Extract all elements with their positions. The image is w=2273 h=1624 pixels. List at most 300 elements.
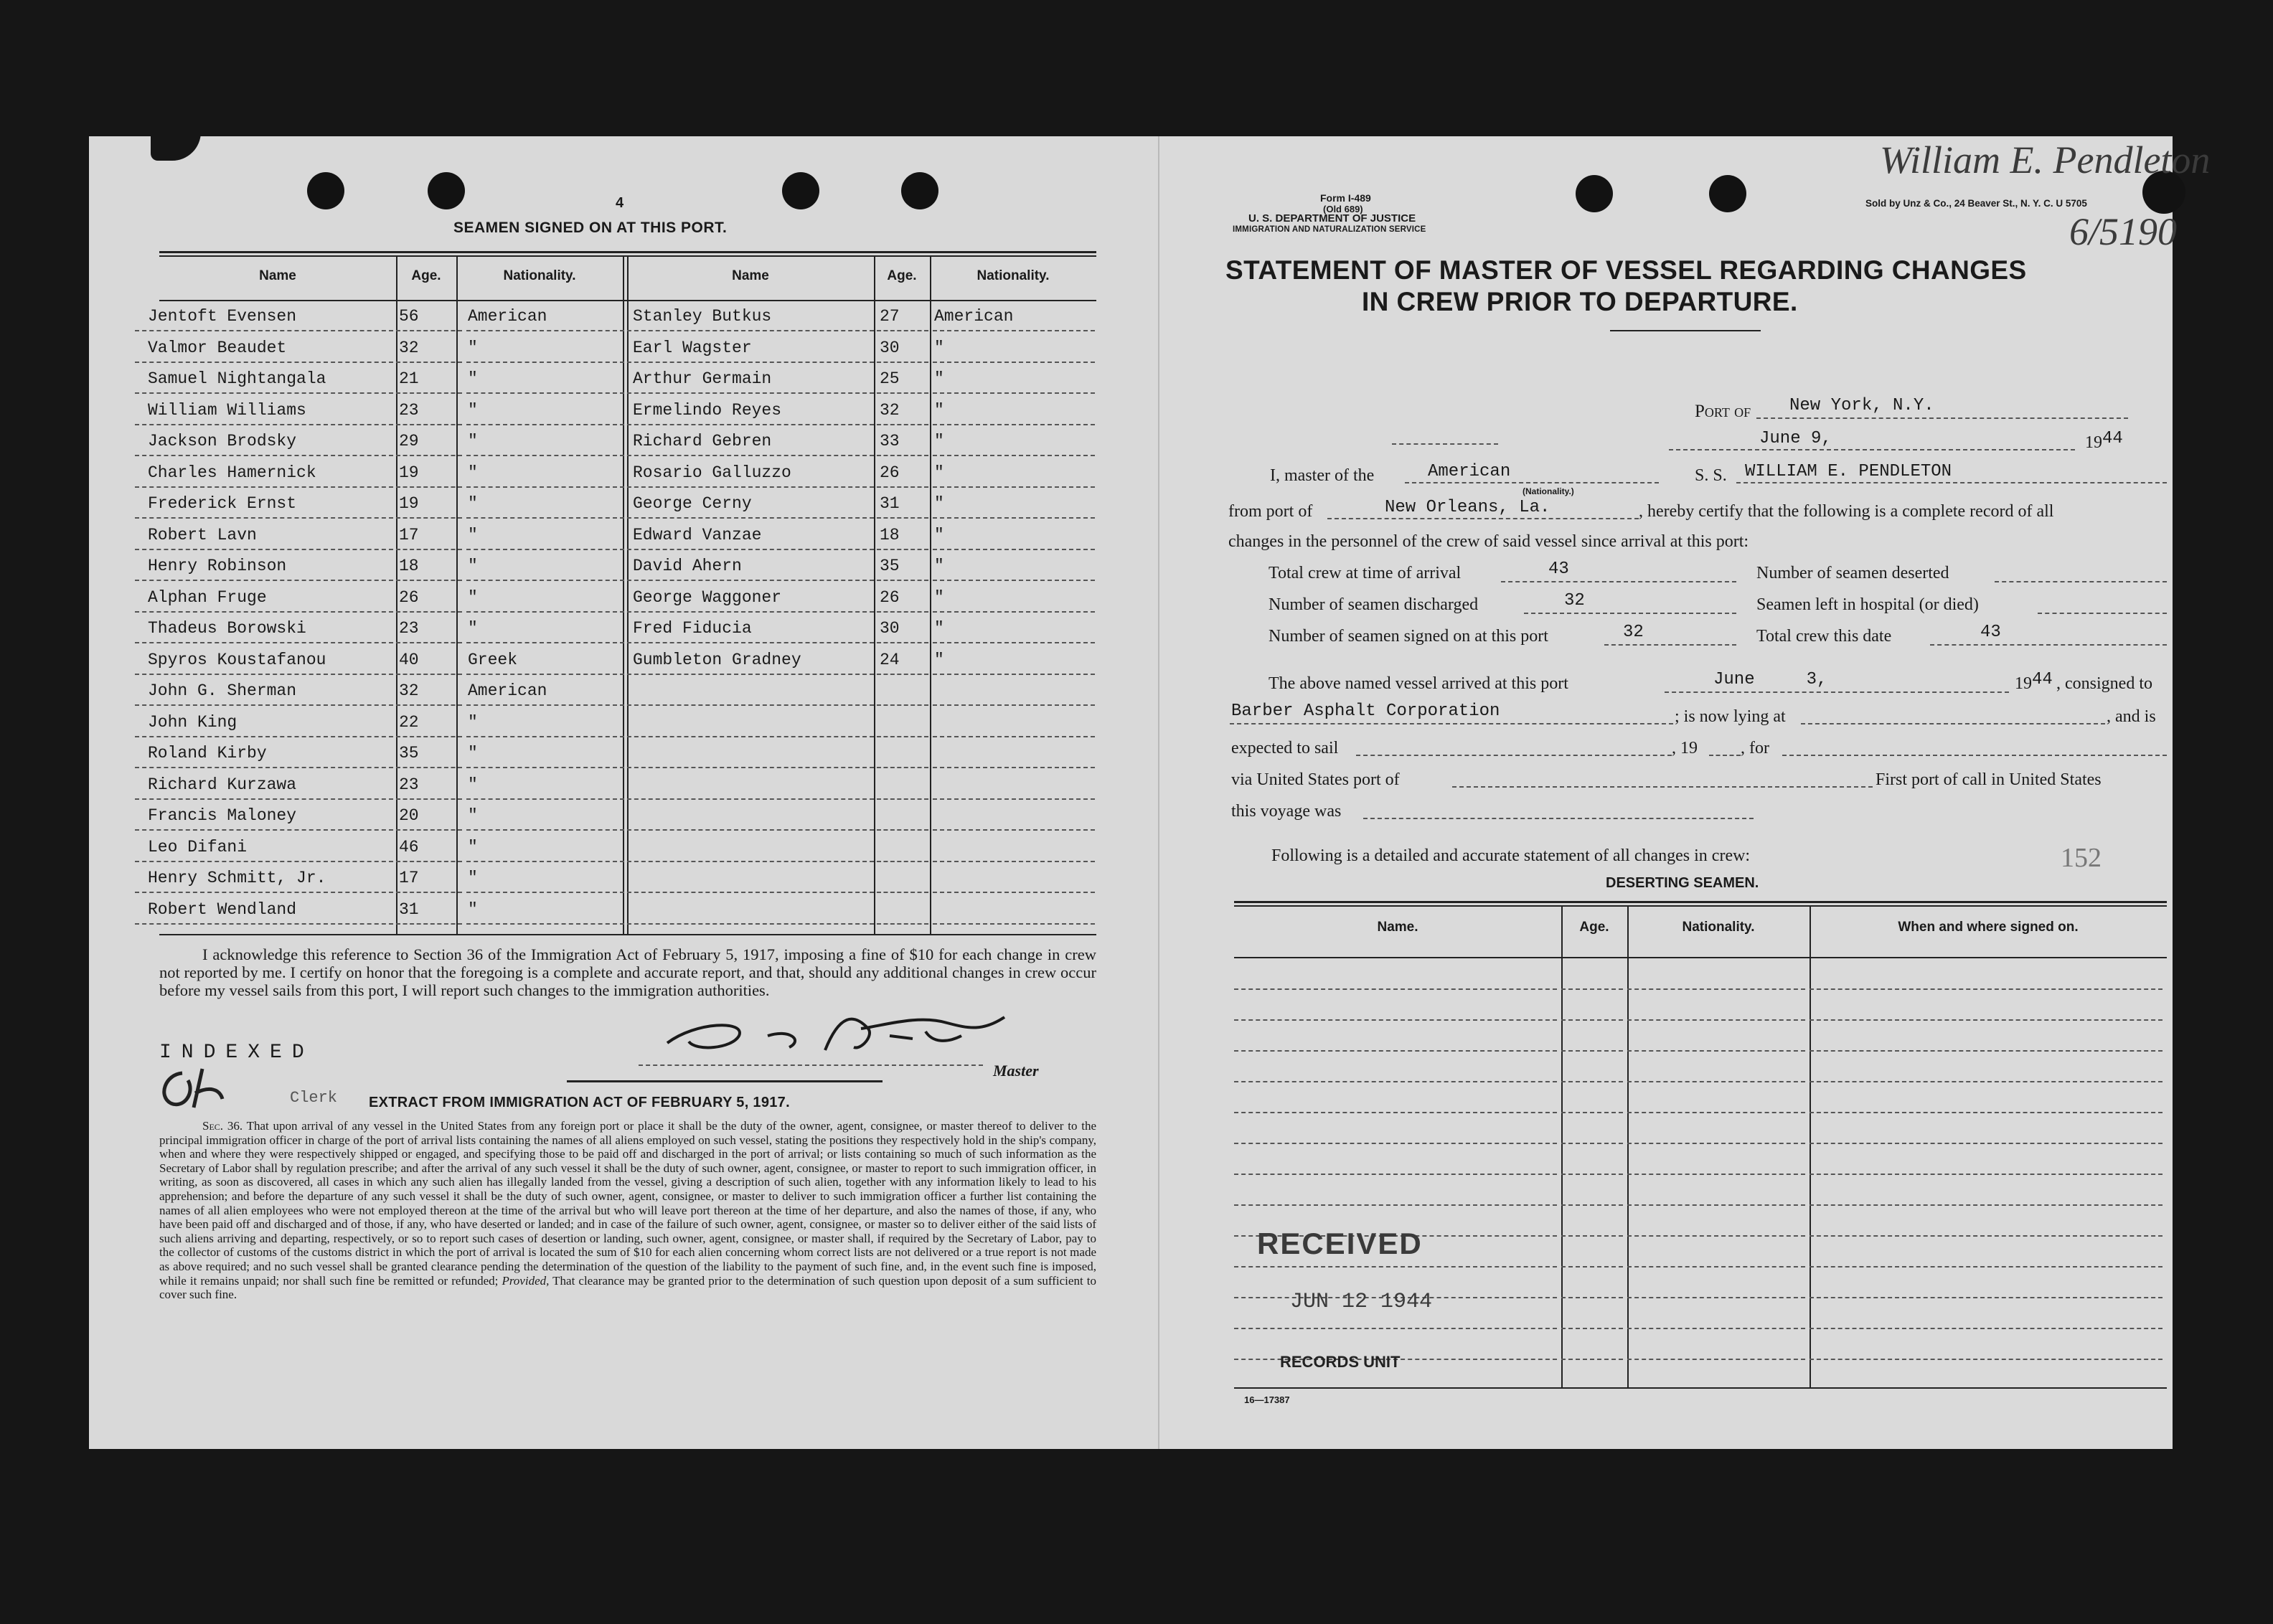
deserting-row-rule xyxy=(1234,1204,1557,1206)
and-is-text: , and is xyxy=(2107,707,2156,726)
row-rule xyxy=(620,642,874,643)
row-rule xyxy=(877,580,928,581)
punch-hole xyxy=(307,172,344,209)
deserting-title: DESERTING SEAMEN. xyxy=(1606,875,1759,891)
row-rule xyxy=(466,736,617,737)
deserting-row-rule xyxy=(1627,1081,1805,1082)
deserting-row-rule xyxy=(1234,1143,1557,1144)
deserting-row-rule xyxy=(1234,1174,1557,1175)
row-rule xyxy=(933,549,1095,550)
following-text: Following is a detailed and accurate statement of all changes in crew: xyxy=(1271,846,1751,865)
row-rule xyxy=(396,580,462,581)
row-rule xyxy=(877,704,928,706)
row-rule xyxy=(396,704,462,706)
punch-hole xyxy=(1709,175,1746,212)
deserting-row-rule xyxy=(1561,988,1623,990)
row-rule xyxy=(396,611,462,613)
seaman-age: 26 xyxy=(399,587,419,607)
punch-hole xyxy=(782,172,819,209)
total-crew-date-value: 43 xyxy=(1980,623,2001,642)
deserting-row-rule xyxy=(1561,1235,1623,1237)
total-crew-arrival-value: 43 xyxy=(1548,560,1569,579)
seaman-age: 26 xyxy=(880,587,900,607)
row-rule xyxy=(620,704,874,706)
row-rule xyxy=(877,923,928,925)
row-rule xyxy=(620,424,874,425)
row-rule xyxy=(135,486,393,488)
seaman-nationality: " xyxy=(468,900,478,919)
row-rule xyxy=(933,455,1095,456)
row-rule xyxy=(135,767,393,768)
row-rule xyxy=(135,923,393,925)
arrived-year: 44 xyxy=(2032,670,2053,689)
seaman-age: 26 xyxy=(880,463,900,482)
from-port-value: New Orleans, La. xyxy=(1385,498,1550,517)
row-rule xyxy=(396,362,462,363)
row-rule xyxy=(466,549,617,550)
seaman-name: George Cerny xyxy=(633,494,752,513)
total-crew-date-label: Total crew this date xyxy=(1756,627,1892,646)
clerk-label: Clerk xyxy=(290,1089,338,1107)
row-rule xyxy=(620,549,874,550)
seaman-nationality: " xyxy=(468,557,478,575)
deserting-col-age: Age. xyxy=(1579,920,1609,935)
row-rule xyxy=(396,549,462,550)
seaman-nationality: " xyxy=(468,744,478,763)
deserting-row-rule xyxy=(1627,1050,1805,1052)
seaman-nationality: " xyxy=(468,712,478,732)
row-rule xyxy=(620,861,874,862)
row-rule xyxy=(877,486,928,488)
seaman-nationality: " xyxy=(468,587,478,607)
seaman-name: Thadeus Borowski xyxy=(148,619,306,638)
extract-title: EXTRACT FROM IMMIGRATION ACT OF FEBRUARY 5, 1917. xyxy=(369,1095,790,1110)
row-rule xyxy=(933,736,1095,737)
seaman-name: John G. Sherman xyxy=(148,681,297,700)
deserting-row-rule xyxy=(1561,1204,1623,1206)
seaman-nationality: " xyxy=(468,525,478,544)
seaman-name: Richard Gebren xyxy=(633,432,772,450)
seaman-nationality: " xyxy=(468,338,478,357)
deserting-row-rule xyxy=(1627,1359,1805,1360)
deserting-row-rule xyxy=(1234,988,1557,990)
row-rule xyxy=(877,829,928,831)
year-prefix: 19 xyxy=(2085,433,2102,452)
service-name: IMMIGRATION AND NATURALIZATION SERVICE xyxy=(1233,225,1426,234)
seaman-name: Ermelindo Reyes xyxy=(633,400,782,420)
row-rule xyxy=(396,330,462,331)
seaman-age: 22 xyxy=(399,712,419,732)
seaman-nationality: American xyxy=(468,307,547,326)
arrived-text: The above named vessel arrived at this port xyxy=(1269,674,1568,693)
date-value: June 9, xyxy=(1759,429,1832,448)
row-rule xyxy=(466,923,617,925)
handwritten-vessel-name: William E. Pendleton xyxy=(1880,138,2211,181)
row-rule xyxy=(466,455,617,456)
seaman-age: 32 xyxy=(880,400,900,420)
row-rule xyxy=(466,486,617,488)
col-header-name: Name xyxy=(732,268,769,283)
seaman-age: 19 xyxy=(399,463,419,482)
seaman-age: 29 xyxy=(399,432,419,450)
seaman-nationality: " xyxy=(934,494,944,513)
row-rule xyxy=(396,736,462,737)
seaman-name: Arthur Germain xyxy=(633,369,772,388)
row-rule xyxy=(466,362,617,363)
voyage-text: this voyage was xyxy=(1231,802,1342,821)
seaman-name: Leo Difani xyxy=(148,837,248,856)
punch-hole xyxy=(428,172,465,209)
seaman-nationality: " xyxy=(934,463,944,482)
signed-on-label: Number of seamen signed on at this port xyxy=(1269,627,1548,646)
deserting-row-rule xyxy=(1234,1019,1557,1021)
deserting-row-rule xyxy=(1627,1112,1805,1113)
seaman-name: Fred Fiducia xyxy=(633,619,752,638)
seaman-age: 25 xyxy=(880,369,900,388)
master-of-the-label: I, master of the xyxy=(1270,466,1375,485)
deserting-row-rule xyxy=(1810,988,2163,990)
deserting-row-rule xyxy=(1810,1143,2163,1144)
row-rule xyxy=(135,736,393,737)
row-rule xyxy=(135,861,393,862)
seaman-name: Earl Wagster xyxy=(633,338,752,357)
seaman-nationality: " xyxy=(934,557,944,575)
section-tail: That clearance may be granted prior to the determination of such question upon deposit of a sum sufficient to cover such fine. xyxy=(159,1273,1096,1302)
row-rule xyxy=(933,424,1095,425)
row-rule xyxy=(877,611,928,613)
row-rule xyxy=(620,674,874,675)
row-rule xyxy=(620,798,874,800)
deserting-row-rule xyxy=(1810,1266,2163,1267)
deserting-row-rule xyxy=(1627,1174,1805,1175)
row-rule xyxy=(135,362,393,363)
section-36-text xyxy=(159,1119,1096,1302)
row-rule xyxy=(933,892,1095,893)
master-label: Master xyxy=(993,1062,1039,1080)
row-rule xyxy=(466,580,617,581)
seaman-name: Alphan Fruge xyxy=(148,587,267,607)
deserting-row-rule xyxy=(1810,1019,2163,1021)
for-text: , for xyxy=(1741,739,1769,757)
col-header-nationality: Nationality. xyxy=(503,268,576,283)
discharged-label: Number of seamen discharged xyxy=(1269,595,1479,614)
seaman-age: 23 xyxy=(399,775,419,794)
row-rule xyxy=(135,892,393,893)
row-rule xyxy=(466,424,617,425)
nationality-caption: (Nationality.) xyxy=(1523,486,1574,496)
deserting-row-rule xyxy=(1627,1235,1805,1237)
seaman-nationality: " xyxy=(934,650,944,669)
seaman-age: 18 xyxy=(399,557,419,575)
year-value: 44 xyxy=(2102,429,2123,448)
deserting-row-rule xyxy=(1627,988,1805,990)
seaman-age: 21 xyxy=(399,369,419,388)
row-rule xyxy=(396,767,462,768)
row-rule xyxy=(877,424,928,425)
nationality-value: American xyxy=(1428,462,1511,481)
seaman-age: 33 xyxy=(880,432,900,450)
seaman-nationality: " xyxy=(468,369,478,388)
row-rule xyxy=(135,455,393,456)
port-value: New York, N.Y. xyxy=(1789,396,1934,415)
seaman-nationality: " xyxy=(468,494,478,513)
row-rule xyxy=(877,861,928,862)
first-port-text: First port of call in United States xyxy=(1876,770,2102,789)
deserted-label: Number of seamen deserted xyxy=(1756,564,1949,582)
row-rule xyxy=(466,798,617,800)
row-rule xyxy=(396,829,462,831)
row-rule xyxy=(933,798,1095,800)
seaman-age: 30 xyxy=(880,338,900,357)
deserting-row-rule xyxy=(1627,1143,1805,1144)
seaman-age: 18 xyxy=(880,525,900,544)
received-stamp: RECEIVED xyxy=(1257,1227,1423,1260)
deserting-col-nationality: Nationality. xyxy=(1682,920,1755,935)
seaman-nationality: " xyxy=(468,432,478,450)
arrived-value: June 3, xyxy=(1713,670,1827,689)
row-rule xyxy=(396,455,462,456)
deserting-row-rule xyxy=(1810,1359,2163,1360)
row-rule xyxy=(933,392,1095,394)
deserting-row-rule xyxy=(1234,1328,1557,1329)
seaman-age: 27 xyxy=(880,307,900,326)
deserting-row-rule xyxy=(1810,1112,2163,1113)
form-title-line1: STATEMENT OF MASTER OF VESSEL REGARDING CHANGES xyxy=(1225,255,2027,285)
seaman-nationality: American xyxy=(468,681,547,700)
deserting-row-rule xyxy=(1810,1081,2163,1082)
port-label: Port of xyxy=(1695,402,1751,421)
provided-word: Provided, xyxy=(502,1273,550,1288)
row-rule xyxy=(135,580,393,581)
deserting-row-rule xyxy=(1561,1174,1623,1175)
department-name: U. S. DEPARTMENT OF JUSTICE xyxy=(1248,212,1416,225)
deserting-row-rule xyxy=(1561,1081,1623,1082)
vendor-line: Sold by Unz & Co., 24 Beaver St., N. Y. C. U 5705 xyxy=(1865,198,2087,209)
deserting-row-rule xyxy=(1810,1174,2163,1175)
row-rule xyxy=(620,611,874,613)
clerk-initials-signature xyxy=(152,1064,267,1115)
row-rule xyxy=(620,767,874,768)
row-rule xyxy=(620,362,874,363)
row-rule xyxy=(933,829,1095,831)
row-rule xyxy=(933,330,1095,331)
row-rule xyxy=(620,580,874,581)
deserting-col-name: Name. xyxy=(1377,920,1418,935)
deserting-row-rule xyxy=(1561,1050,1623,1052)
row-rule xyxy=(933,767,1095,768)
row-rule xyxy=(877,455,928,456)
arrived-year-prefix: 19 xyxy=(2015,674,2032,693)
row-rule xyxy=(933,517,1095,519)
row-rule xyxy=(877,674,928,675)
row-rule xyxy=(620,923,874,925)
deserting-row-rule xyxy=(1561,1143,1623,1144)
lying-at-text: ; is now lying at xyxy=(1675,707,1786,726)
seaman-age: 17 xyxy=(399,525,419,544)
row-rule xyxy=(396,517,462,519)
row-rule xyxy=(466,767,617,768)
seaman-name: Jackson Brodsky xyxy=(148,432,297,450)
seaman-name: Robert Wendland xyxy=(148,900,297,919)
row-rule xyxy=(877,392,928,394)
seaman-nationality: " xyxy=(468,463,478,482)
seaman-nationality: " xyxy=(934,587,944,607)
seaman-name: Gumbleton Gradney xyxy=(633,650,801,669)
seaman-age: 35 xyxy=(880,557,900,575)
deserting-row-rule xyxy=(1627,1297,1805,1298)
seaman-nationality: " xyxy=(468,806,478,825)
seaman-nationality: " xyxy=(934,400,944,420)
punch-hole xyxy=(901,172,938,209)
row-rule xyxy=(933,580,1095,581)
deserting-row-rule xyxy=(1810,1204,2163,1206)
hospital-label: Seamen left in hospital (or died) xyxy=(1756,595,1979,614)
ss-label: S. S. xyxy=(1695,466,1727,485)
deserting-row-rule xyxy=(1234,1081,1557,1082)
section-body: That upon arrival of any vessel in the United States from any foreign port or place it shall be the duty of the owner, agent, consignee, or master thereof to deliver to the principal immigration officer in charge of the port of arrival lists containing the names of all aliens employed on such vessel, stating the positions they respectively hold in the ship's company, when and where they were respectively shipped or engaged, and specifying those to be paid off and discharged in the port of arrival; or lists containing so much of such information as the Secretary of Labor shall by regulation prescribe; and after the arrival of any such vessel it shall be the duty of such owner, agent, consignee, or master to report to such immigration officer, in writing, as soon as discovered, all cases in which any such alien has illegally landed from the vessel, giving a description of such alien, together with any information likely to lead to his apprehension; and before the departure of any such vessel it shall be the duty of such owner, agent, consignee, or master to deliver to such immigration officer a further list containing the names of all alien employees who were not employed thereon at the time of the arrival but who will leave port thereon at the time of her departure, and also the names of those, if any, who have been paid off and discharged and of those, if any, who have deserted or landed; and in case of the failure of such owner, agent, consignee, or master so to deliver either of the said lists of such aliens arriving and departing, respectively, or so to report such cases of desertion or landing, such owner, agent, consignee, or master shall, if required by the Secretary of Labor, pay to the collector of customs of the customs district in which the port of arrival is located the sum of $10 for each alien concerning whom correct lists are not delivered or a true report is not made as above required; and no such vessel shall be granted clearance pending the determination of the question of the liability to the payment of such fine, and, in the event such fine is imposed, while it remains unpaid; nor shall such fine be remitted or refunded; xyxy=(159,1119,1097,1288)
deserting-row-rule xyxy=(1810,1050,2163,1052)
seaman-name: Valmor Beaudet xyxy=(148,338,287,357)
deserting-row-rule xyxy=(1810,1328,2163,1329)
seaman-name: Richard Kurzawa xyxy=(148,775,297,794)
seaman-name: David Ahern xyxy=(633,557,742,575)
seaman-age: 32 xyxy=(399,338,419,357)
deserting-row-rule xyxy=(1627,1266,1805,1267)
row-rule xyxy=(877,892,928,893)
deserting-row-rule xyxy=(1234,1050,1557,1052)
seaman-name: Frederick Ernst xyxy=(148,494,297,513)
deserting-row-rule xyxy=(1561,1266,1623,1267)
row-rule xyxy=(135,392,393,394)
deserting-row-rule xyxy=(1810,1297,2163,1298)
deserting-row-rule xyxy=(1561,1019,1623,1021)
row-rule xyxy=(466,330,617,331)
col-header-age: Age. xyxy=(411,268,441,283)
row-rule xyxy=(396,923,462,925)
seaman-name: Edward Vanzae xyxy=(633,525,762,544)
seaman-name: Henry Schmitt, Jr. xyxy=(148,869,326,887)
seaman-name: Francis Maloney xyxy=(148,806,297,825)
signed-on-value: 32 xyxy=(1623,623,1644,642)
row-rule xyxy=(135,611,393,613)
via-text: via United States port of xyxy=(1231,770,1400,789)
deserting-row-rule xyxy=(1234,1266,1557,1267)
row-rule xyxy=(620,455,874,456)
seaman-nationality: " xyxy=(934,525,944,544)
deserting-row-rule xyxy=(1234,1112,1557,1113)
seaman-nationality: " xyxy=(468,869,478,887)
seaman-age: 46 xyxy=(399,837,419,856)
row-rule xyxy=(396,424,462,425)
row-rule xyxy=(135,798,393,800)
form-old-number: (Old 689) xyxy=(1323,204,1363,214)
col-header-age: Age. xyxy=(887,268,917,283)
row-rule xyxy=(396,642,462,643)
seaman-name: Roland Kirby xyxy=(148,744,267,763)
received-date: JUN 12 1944 xyxy=(1290,1290,1433,1314)
seaman-nationality: " xyxy=(468,400,478,420)
expected-text: expected to sail xyxy=(1231,739,1339,757)
row-rule xyxy=(877,362,928,363)
consigned-text: , consigned to xyxy=(2056,674,2152,693)
page-number: 4 xyxy=(616,195,624,211)
row-rule xyxy=(396,674,462,675)
row-rule xyxy=(466,392,617,394)
seaman-name: Rosario Galluzzo xyxy=(633,463,791,482)
consignee-value: Barber Asphalt Corporation xyxy=(1231,702,1500,721)
form-title-line2: IN CREW PRIOR TO DEPARTURE. xyxy=(1362,287,1798,316)
row-rule xyxy=(620,392,874,394)
master-signature xyxy=(646,1007,1033,1072)
seaman-nationality: Greek xyxy=(468,650,518,669)
row-rule xyxy=(466,704,617,706)
stamped-number: 152 xyxy=(2061,843,2102,873)
seaman-name: Robert Lavn xyxy=(148,525,257,544)
acknowledgement-text: I acknowledge this reference to Section 36 of the Immigration Act of February 5, 1917, imposing a fine of $10 for each change in crew not reported by me. I certify on honor that the foregoing is a complete and accurate report, and that, should any additional changes in crew occur before my vessel sails from this port, I will report such changes to the immigration authorities. xyxy=(159,945,1096,999)
punch-hole xyxy=(1576,175,1613,212)
changes-text: changes in the personnel of the crew of said vessel since arrival at this port: xyxy=(1228,532,1749,551)
total-crew-arrival-label: Total crew at time of arrival xyxy=(1269,564,1462,582)
row-rule xyxy=(135,330,393,331)
seaman-age: 20 xyxy=(399,806,419,825)
deserting-row-rule xyxy=(1627,1204,1805,1206)
row-rule xyxy=(135,642,393,643)
seaman-nationality: " xyxy=(468,619,478,638)
deserting-row-rule xyxy=(1561,1112,1623,1113)
from-port-label: from port of xyxy=(1228,502,1313,521)
row-rule xyxy=(466,829,617,831)
seaman-name: Henry Robinson xyxy=(148,557,287,575)
row-rule xyxy=(877,642,928,643)
row-rule xyxy=(135,704,393,706)
deserting-row-rule xyxy=(1810,1235,2163,1237)
row-rule xyxy=(135,674,393,675)
row-rule xyxy=(135,424,393,425)
col-header-nationality: Nationality. xyxy=(977,268,1050,283)
seaman-nationality: " xyxy=(468,775,478,794)
seaman-name: William Williams xyxy=(148,400,306,420)
row-rule xyxy=(933,362,1095,363)
seaman-name: Samuel Nightangala xyxy=(148,369,326,388)
row-rule xyxy=(933,674,1095,675)
seaman-age: 19 xyxy=(399,494,419,513)
discharged-value: 32 xyxy=(1564,591,1585,610)
seaman-age: 23 xyxy=(399,400,419,420)
row-rule xyxy=(877,330,928,331)
seaman-nationality: " xyxy=(934,432,944,450)
seaman-nationality: " xyxy=(934,338,944,357)
row-rule xyxy=(396,486,462,488)
seaman-age: 23 xyxy=(399,619,419,638)
row-rule xyxy=(396,892,462,893)
certify-text: , hereby certify that the following is a complete record of all xyxy=(1639,502,2054,521)
row-rule xyxy=(620,829,874,831)
seaman-age: 35 xyxy=(399,744,419,763)
seaman-age: 56 xyxy=(399,307,419,326)
row-rule xyxy=(620,486,874,488)
row-rule xyxy=(877,517,928,519)
row-rule xyxy=(396,861,462,862)
row-rule xyxy=(877,549,928,550)
row-rule xyxy=(396,392,462,394)
row-rule xyxy=(135,517,393,519)
deserting-row-rule xyxy=(1561,1359,1623,1360)
deserting-row-rule xyxy=(1561,1297,1623,1298)
row-rule xyxy=(933,704,1095,706)
row-rule xyxy=(933,923,1095,925)
seaman-name: John King xyxy=(148,712,237,732)
seaman-name: Spyros Koustafanou xyxy=(148,650,326,669)
